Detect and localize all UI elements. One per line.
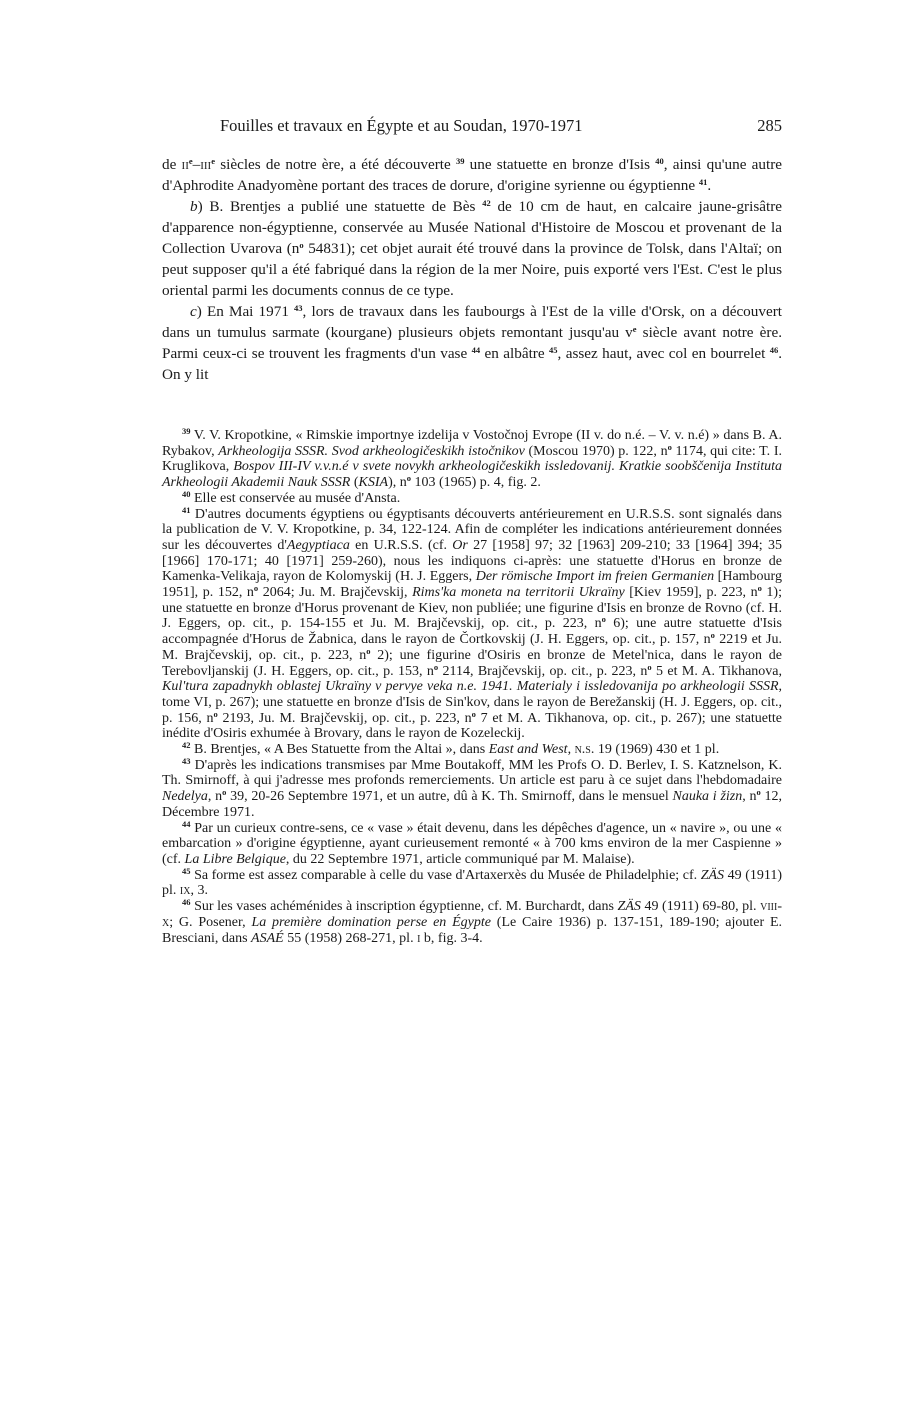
body-text (162, 154, 782, 385)
paragraph: b) B. Brentjes a publié une statuette de Bès $^{42}$ de 10 cm de haut, en calcaire jaune-grisâtre d'apparence non-égyptienne, conservée au Musée National d'Histoire de Moscou et provenant de la Collection Uvarova ($n^o$ 54831); cet objet aurait été trouvé dans la province de Tolsk, dans l'Altaï; on peut supposer qu'il a été fabriqué dans la région de la mer Noire, puis exporté vers l'Est. C'est le plus oriental parmi les documents connus de ce type. (162, 198, 782, 299)
footnote-42: $^{42}$ B. Brentjes, « A Bes Statuette from the Altai », dans East and West, n.s. 19 (1969) 430 et 1 pl. (182, 740, 720, 758)
running-head (162, 116, 782, 140)
paragraph: de $ii^e-iii^e$ siècles de notre ère, a été découverte $^{39}$ une statuette en bronze d'Isis $^{40}$, ainsi qu'une autre d'Aphrodite Anadyomène portant des traces de dorure, d'origine syrienne ou égyptienne $^{41}$. (162, 156, 782, 194)
footnote-41: $^{41}$ D'autres documents égyptiens ou égyptisants découverts antérieurement en U.R.S.S. sont signalés dans la publication de V. V. Kropotkine, p. 34, 122-124. Afin de compléter les indications antérieurement données sur les découvertes d'Aegyptiaca en U.R.S.S. (cf. Or 27 [1958] 97; 32 [1963] 209-210; 33 [1964] 394; 35 [1966] 170-171; 40 [1971] 259-260), nous les indiquons ci-après: une statuette d'Horus en bronze de Kamenka-Velikaja, rayon de Kolomyskij (H. J. Eggers, Der römische Import im freien Germanien [Hambourg 1951], p. 152, $n^o$ 2064; Ju. M. Brajčevskij, Rims'ka moneta na territorii Ukraïny [Kiev 1959], p. 223, $n^o$ 1); une statuette en bronze d'Horus provenant de Kiev, non publiée; une figurine d'Isis en bronze de Rovno (cf. H. J. Eggers, op. cit., p. 154-155 et Ju. M. Brajčevskij, op. cit., p. 223, $n^o$ 6); une autre statuette d'Isis accompagnée d'Horus de Žabnica, dans le rayon de Čortkovskij (J. H. Eggers, op. cit., p. 157, $n^o$ 2219 et Ju. M. Brajčevskij, op. cit., p. 223, $n^o$ 2); une figurine d'Osiris en bronze de Metel'nica, dans le rayon de Terebovljanskij (J. H. Eggers, op. cit., p. 153, $n^o$ 2114, Brajčevskij, op. cit., p. 223, $n^o$ 5 et M. A. Tikhanova, Kul'tura zapadnykh oblastej Ukraïny v pervye veka n.e. 1941. Materialy i issledovanija po arkheologii SSSR, tome VI, p. 267); une statuette en bronze d'Isis de Sin'kov, dans le rayon de Berežanskij (H. J. Eggers, op. cit., p. 156, $n^o$ 2193, Ju. M. Brajčevskij, op. cit., p. 223, $n^o$ 7 et M. A. Tikhanova, op. cit., p. 267); une statuette inédite d'Osiris exhumée à Brovary, dans le rayon de Kozeleckij. (162, 504, 783, 742)
footnote-44: $^{44}$ Par un curieux contre-sens, ce « vase » était devenu, dans les dépêches d'agence, un « navire », ou une « embarcation » d'origine égyptienne, ayant curieusement remonté « à 700 kms environ de la mer Caspienne » (cf. La Libre Belgique, du 22 Septembre 1971, article communiqué par M. Malaise). (162, 818, 782, 867)
footnote-40: $^{40}$ Elle est conservée au musée d'Ansta. (182, 488, 401, 506)
footnotes (162, 428, 782, 946)
document-page (162, 116, 782, 946)
running-title: Fouilles et travaux en Égypte et au Soudan, 1970-1971 (220, 116, 583, 135)
page-number: 285 (757, 116, 782, 135)
footnote-45: $^{45}$ Sa forme est assez comparable à celle du vase d'Artaxerxès du Musée de Philadelphie; cf. ZÄS 49 (1911) pl. ix, 3. (162, 865, 782, 899)
paragraph: c) En Mai 1971 $^{43}$, lors de travaux dans les faubourgs à l'Est de la ville d'Orsk, on a découvert dans un tumulus sarmate (kourgane) plusieurs objets remontant jusqu'au $v^e$ siècle avant notre ère. Parmi ceux-ci se trouvent les fragments d'un vase $^{44}$ en albâtre $^{45}$, assez haut, avec col en bourrelet $^{46}$. On y lit (162, 303, 782, 383)
footnote-46: $^{46}$ Sur les vases achéménides à inscription égyptienne, cf. M. Burchardt, dans ZÄS 49 (1911) 69-80, pl. viii-x; G. Posener, La première domination perse en Égypte (Le Caire 1936) p. 137-151, 189-190; ajouter E. Bresciani, dans ASAÉ 55 (1958) 268-271, pl. i b, fig. 3-4. (162, 897, 782, 946)
footnote-43: $^{43}$ D'après les indications transmises par Mme Boutakoff, MM les Profs O. D. Berlev, I. S. Katznelson, K. Th. Smirnoff, à qui j'adresse mes profonds remerciements. Un article est paru à ce sujet dans l'hebdomadaire Nedelya, $n^o$ 39, 20-26 Septembre 1971, et un autre, dû à K. Th. Smirnoff, dans le mensuel Nauka i žizn, $n^o$ 12, Décembre 1971. (162, 755, 783, 820)
footnote-39: $^{39}$ V. V. Kropotkine, « Rimskie importnye izdelija v Vostočnoj Evrope (II v. do n.é. – V. v. n.é) » dans B. A. Rybakov, Arkheologija SSSR. Svod arkheologičeskikh istočnikov (Moscou 1970) p. 122, $n^o$ 1174, qui cite: T. I. Kruglikova, Bospov III-IV v.v.n.é v svete novykh arkheologičeskikh issledovanij. Kratkie soobščenija Instituta Arkheologii Akademii Nauk SSSR (KSIA), $n^o$ 103 (1965) p. 4, fig. 2. (162, 426, 783, 491)
